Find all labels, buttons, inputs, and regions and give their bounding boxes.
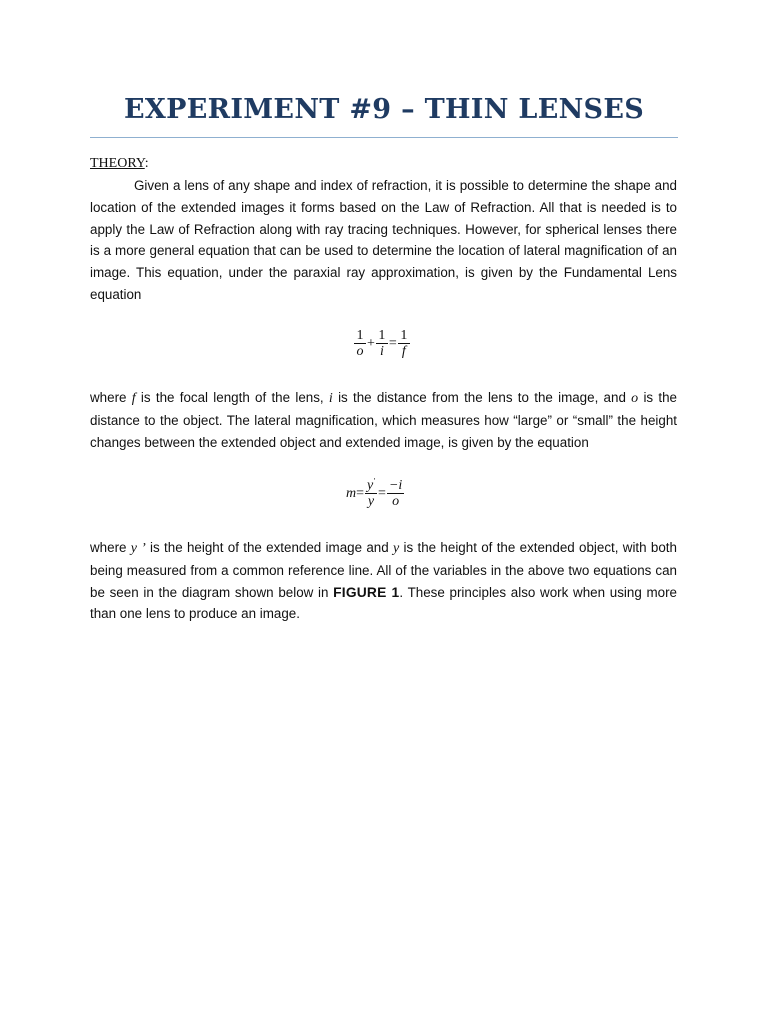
plus-operator: + [367, 336, 375, 351]
equals-operator: = [388, 336, 397, 351]
fraction-numerator [365, 478, 377, 494]
text-run: . These principles also work when using more than one lens to produce an image. [90, 584, 677, 622]
variable-o: o [631, 391, 639, 406]
text-run: is the height of the extended image and [145, 540, 393, 555]
theory-paragraph-3 [90, 537, 677, 625]
text-run: is the focal length of the lens, [135, 390, 329, 405]
equals-operator: = [378, 486, 386, 501]
fraction-one-over-i [376, 328, 388, 360]
text-run: is the distance to the object. The lateral magnification, which measures how “large” or “small” the height changes between the extended object and extended image, is given by the equation [90, 390, 677, 450]
fraction-numerator: 1 [376, 328, 388, 344]
fraction-denominator: f [401, 344, 406, 359]
fraction-y-prime-over-y [365, 478, 377, 510]
fraction-denominator: y [367, 494, 375, 509]
fraction-numerator: 1 [354, 328, 366, 344]
figure-reference: FIGURE 1 [333, 584, 400, 600]
text-run: is the height of the extended object, with both being measured from a common reference line. All of the variables in the above two equations can be seen in the diagram shown below in [90, 540, 677, 600]
fraction-denominator: o [392, 494, 400, 509]
magnification-equation [346, 478, 405, 510]
prime-mark: ′ [373, 476, 376, 486]
fraction-one-over-o [354, 328, 366, 360]
theory-paragraph-1: Given a lens of any shape and index of refraction, it is possible to determine the shape and location of the extended images it forms based on the Law of Refraction. All that is needed is to apply the Law of Refraction along with ray tracing techniques. However, for spherical lenses there is a more general equation that can be used to determine the location of lateral magnification of an image. This equation, under the paraxial ray approximation, is given by the Fundamental Lens equation [90, 178, 677, 302]
fraction-numerator: −i [388, 478, 403, 493]
text-run: is the distance from the lens to the image, and [332, 390, 632, 405]
fraction-denominator: i [379, 344, 384, 359]
equals-operator: = [356, 486, 365, 501]
variable-y: y [393, 541, 400, 556]
variable-y-prime: y ’ [130, 541, 146, 556]
variable-i: i [328, 391, 333, 406]
fundamental-lens-equation [353, 328, 411, 360]
section-heading-text: THEORY [90, 156, 145, 171]
section-heading [90, 156, 149, 172]
fraction-one-over-f [398, 328, 410, 360]
variable-f: f [131, 391, 136, 406]
page-title: EXPERIMENT #9 – THIN LENSES [123, 94, 645, 125]
fraction-numerator: 1 [398, 328, 410, 344]
title-underline-rule [90, 137, 678, 138]
theory-paragraph-2 [90, 387, 677, 453]
numerator-y: y [367, 478, 374, 493]
fraction-denominator: o [356, 344, 364, 359]
text-run: where [90, 540, 131, 555]
section-heading-colon: : [144, 156, 149, 171]
variable-m: m [346, 486, 357, 501]
fraction-minus-i-over-o [387, 478, 404, 510]
text-run: where [90, 390, 132, 405]
